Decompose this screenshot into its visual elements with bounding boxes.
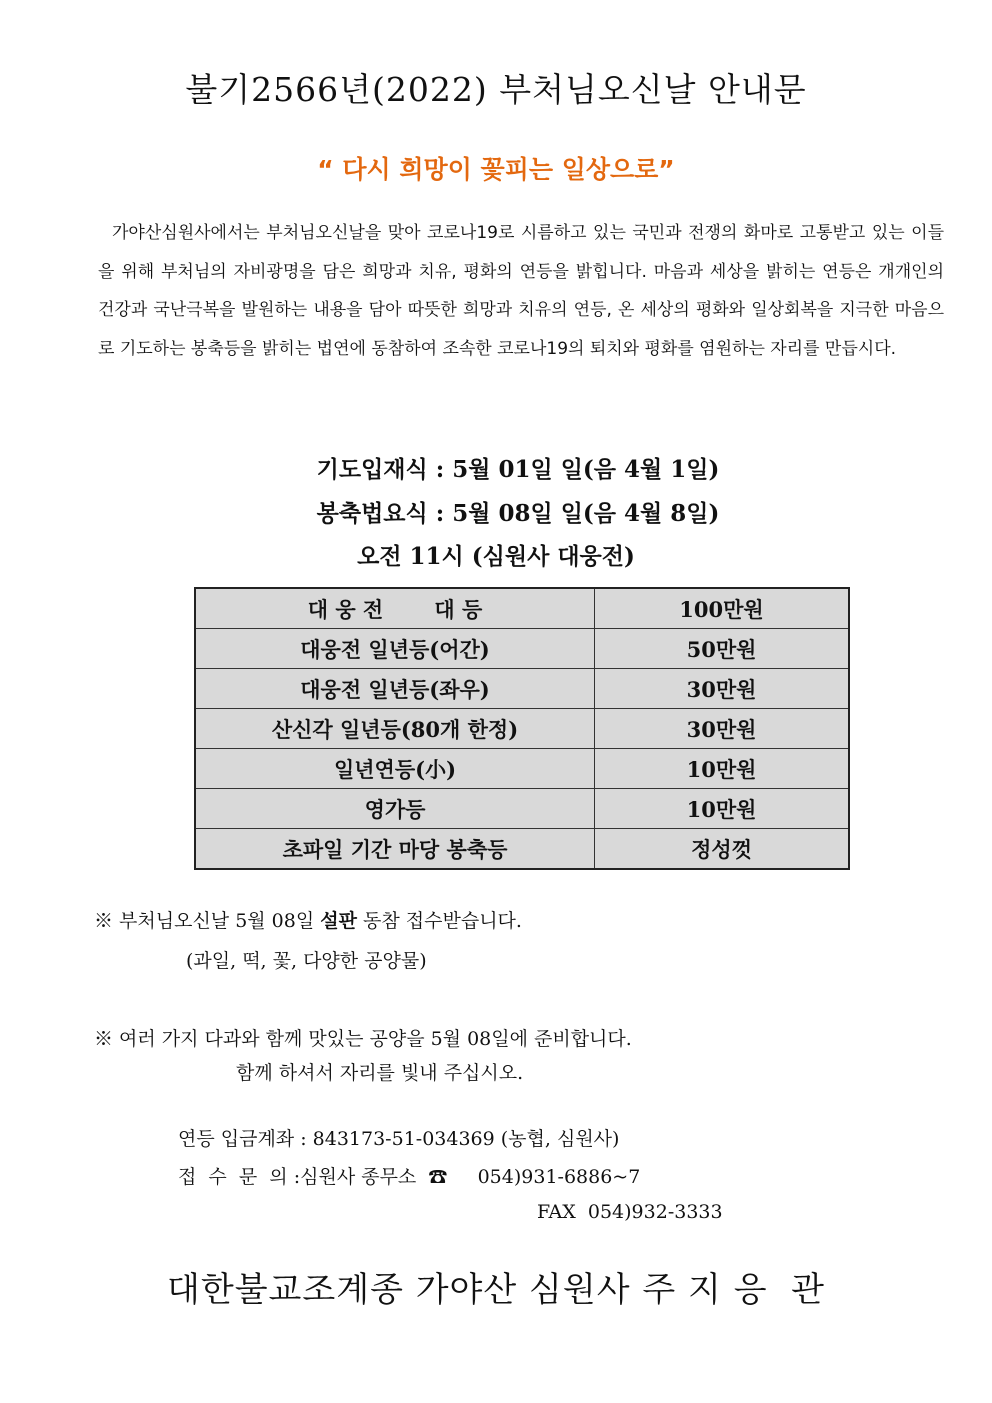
table-row [195, 669, 849, 709]
offering-notice-prefix: ※ 부처님오신날 5월 08일 [94, 910, 321, 932]
lantern-price: 30만원 [595, 669, 850, 709]
lantern-price-table [194, 587, 850, 870]
inquiry-row [178, 1162, 640, 1189]
lantern-price: 50만원 [595, 629, 850, 669]
opening-ceremony-date: 기도입재식 : 5월 01일 일(음 4월 1일) [316, 456, 720, 483]
offering-notice-suffix: 동참 접수받습니다. [356, 910, 522, 932]
intro-paragraph: 가야산심원사에서는 부처님오신날을 맞아 코로나19로 시름하고 있는 국민과 전쟁의 화마로 고통받고 있는 이들을 위해 부처님의 자비광명을 담은 희망과 치유, 평화의 연등을 밝힙니다. 마음과 세상을 밝히는 연등은 개개인의 건강과 국난극복을 발원하는 내용을 담아 따뜻한 희망과 치유의 연등, 온 세상의 평화와 일상회복을 지극한 마음으로 기도하는 봉축등을 밝히는 법연에 동참하여 조속한 코로나19의 퇴치와 평화를 염원하는 자리를 만듭시다. [98, 223, 944, 359]
table-row [195, 588, 849, 629]
lantern-price: 정성껏 [595, 829, 850, 870]
lantern-name: 초파일 기간 마당 봉축등 [195, 829, 595, 870]
offering-items: (과일, 떡, 꽃, 다양한 공양물) [186, 950, 427, 972]
meal-notice-sub: 함께 하셔서 자리를 빛내 주십시오. [236, 1062, 524, 1084]
lantern-name: 대 웅 전 대 등 [195, 588, 595, 629]
inquiry-office: 심원사 종무소 [300, 1166, 417, 1188]
lantern-price: 10만원 [595, 789, 850, 829]
fax-number: 054)932-3333 [587, 1201, 723, 1223]
lantern-name: 산신각 일년등(80개 한정) [195, 709, 595, 749]
inquiry-label: 접 수 문 의 : [178, 1166, 301, 1188]
table-row [195, 629, 849, 669]
lantern-price: 10만원 [595, 749, 850, 789]
offering-notice-bold: 설판 [320, 910, 357, 932]
fax-row [537, 1201, 723, 1223]
table-row [195, 709, 849, 749]
account-row [178, 1124, 619, 1151]
ceremony-time-place: 오전 11시 (심원사 대웅전) [357, 543, 635, 570]
lantern-name: 일년연등(小) [195, 749, 595, 789]
celebration-ceremony-date: 봉축법요식 : 5월 08일 일(음 4월 8일) [316, 500, 720, 527]
fax-label: FAX [537, 1201, 576, 1223]
meal-notice: ※ 여러 가지 다과와 함께 맛있는 공양을 5월 08일에 준비합니다. [94, 1028, 632, 1050]
slogan: “ 다시 희망이 꽃피는 일상으로” [317, 155, 675, 184]
lantern-name: 대웅전 일년등(어간) [195, 629, 595, 669]
account-value: 843173-51-034369 (농협, 심원사) [312, 1128, 620, 1150]
account-label: 연등 입금계좌 : [178, 1128, 307, 1150]
lantern-price: 30만원 [595, 709, 850, 749]
document-title: 불기2566년(2022) 부처님오신날 안내문 [185, 70, 807, 109]
lantern-price: 100만원 [595, 588, 850, 629]
phone-icon: ☎ [428, 1166, 448, 1188]
lantern-name: 대웅전 일년등(좌우) [195, 669, 595, 709]
lantern-name: 영가등 [195, 789, 595, 829]
table-row [195, 789, 849, 829]
offering-notice [94, 906, 522, 933]
temple-signature: 대한불교조계종 가야산 심원사 주 지 응 관 [167, 1270, 825, 1310]
phone-number: 054)931-6886~7 [477, 1166, 641, 1188]
table-row [195, 829, 849, 870]
table-row [195, 749, 849, 789]
